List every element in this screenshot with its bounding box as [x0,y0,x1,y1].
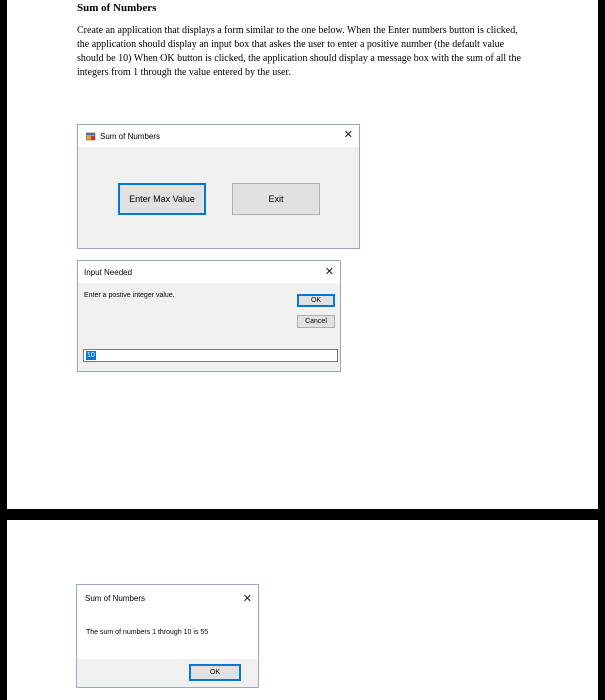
document-description: Create an application that displays a form similar to the one below. When the Enter numbers button is clicked, the application should display an input box that askes the user to enter a positive number (the default value should be 10) When OK button is clicked, the application should display a message box with the sum of all the integers from 1 through the value entered by the user. [77,25,521,78]
message-box-footer [77,659,258,687]
form-close-icon[interactable]: ✕ [343,129,353,141]
input-ok-button[interactable]: OK [297,294,335,307]
form-app-icon [86,132,96,141]
input-dialog-close-icon[interactable]: ✕ [324,266,334,278]
input-dialog [77,260,341,372]
form-titlebar [78,125,359,147]
input-dialog-prompt: Enter a postive integer value. [84,292,175,299]
message-box-title: Sum of Numbers [85,593,146,603]
value-input-text: 10 [87,352,95,359]
value-input[interactable] [83,349,338,362]
form-window [77,124,360,249]
input-dialog-titlebar [78,261,340,283]
input-dialog-title: Input Needed [84,267,133,277]
message-box-text: The sum of numbers 1 through 10 is 55 [86,629,209,636]
message-ok-button[interactable]: OK [189,664,241,681]
enter-max-value-button[interactable]: Enter Max Value [118,183,206,215]
form-title: Sum of Numbers [100,131,161,141]
exit-button[interactable]: Exit [232,183,320,215]
document-title: Sum of Numbers [77,2,157,14]
document-page-2 [7,520,598,700]
message-box-close-icon[interactable]: ✕ [242,593,252,605]
message-box-titlebar [77,585,258,611]
document-page [7,0,598,509]
message-box [76,584,259,688]
input-cancel-button[interactable]: Cancel [297,315,335,328]
